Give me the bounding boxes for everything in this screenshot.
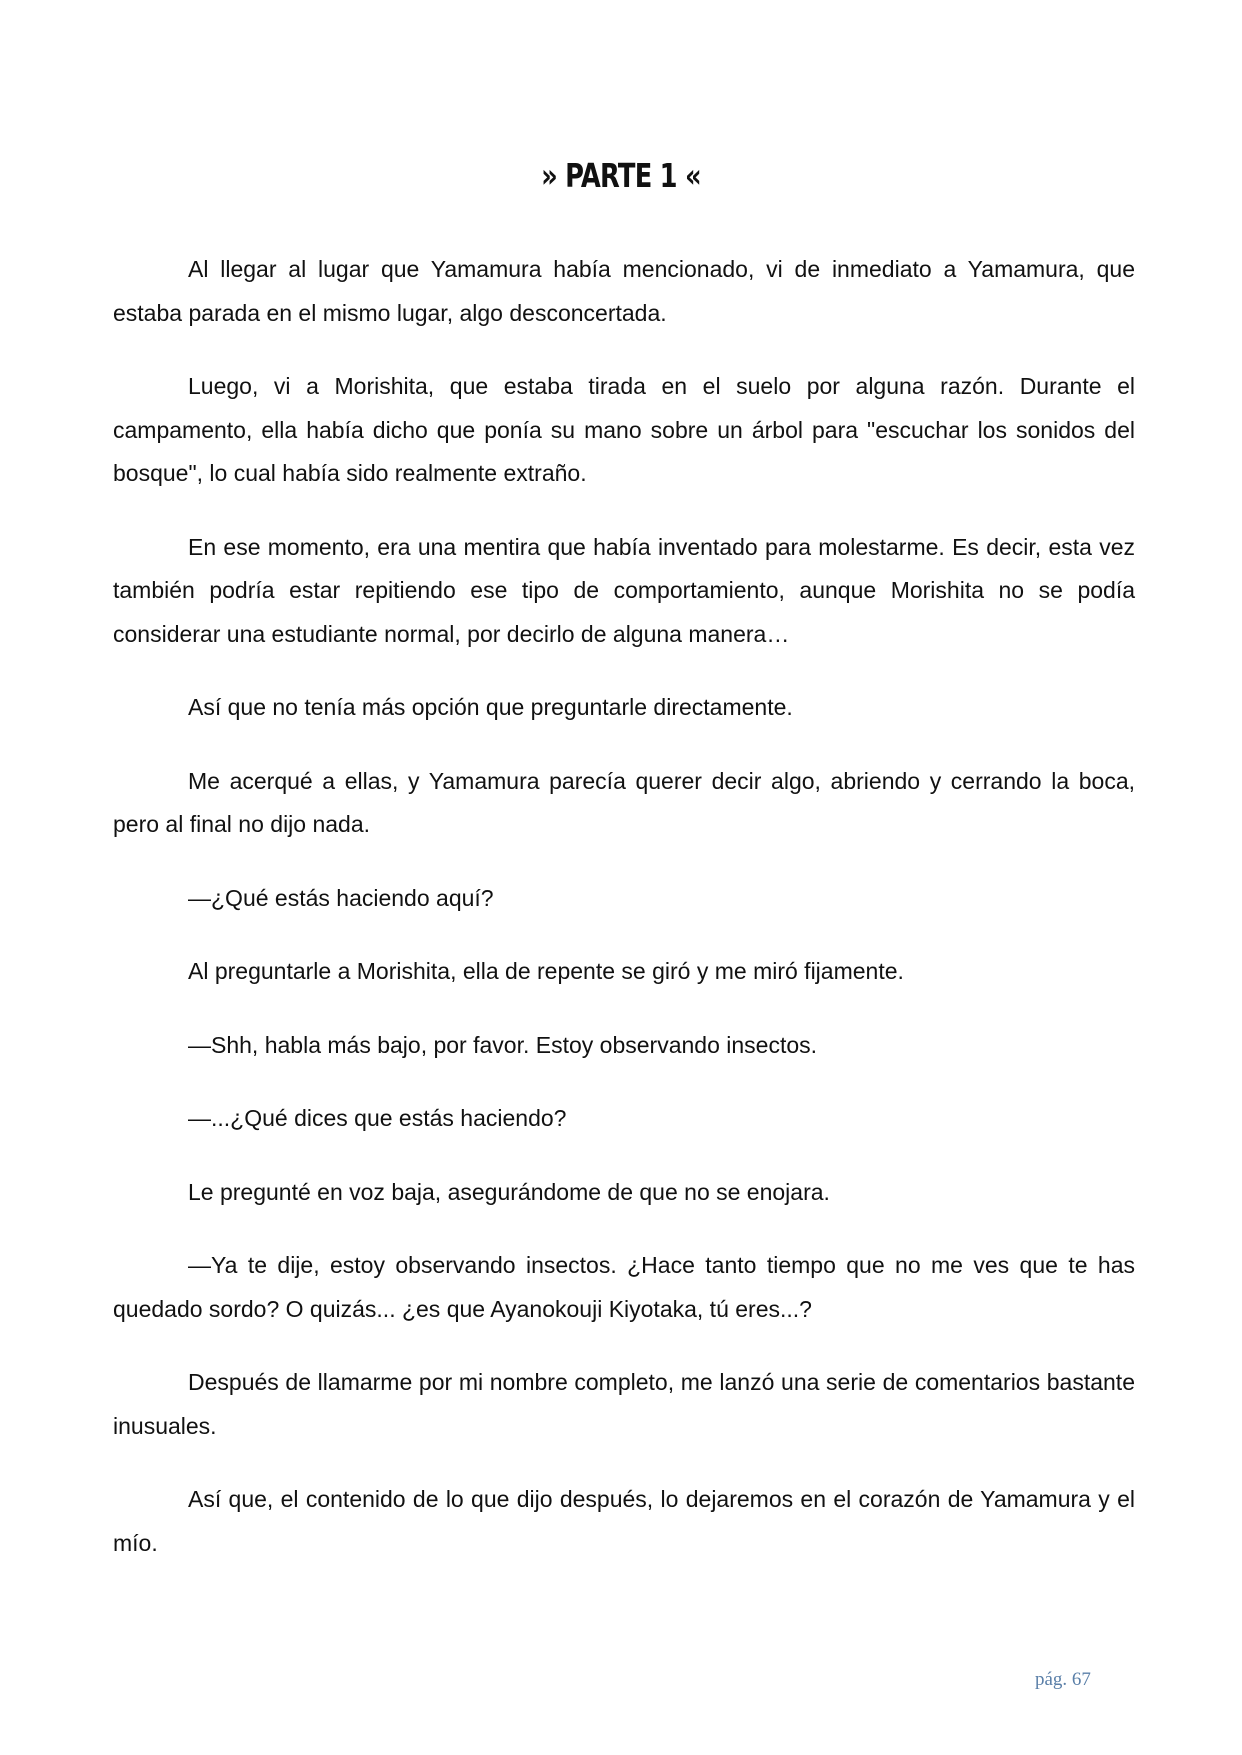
body-text (113, 248, 1135, 1595)
paragraph: En ese momento, era una mentira que había inventado para molestarme. Es decir, esta vez también podría estar repitiendo ese tipo de comportamiento, aunque Morishita no se podía considerar una estudiante normal, por decirlo de alguna manera… (113, 533, 1135, 647)
paragraph: Así que no tenía más opción que preguntarle directamente. (188, 694, 793, 720)
paragraph: Le pregunté en voz baja, asegurándome de que no se enojara. (188, 1178, 830, 1205)
paragraph: —¿Qué estás haciendo aquí? (188, 884, 494, 911)
paragraph: Después de llamarme por mi nombre completo, me lanzó una serie de comentarios bastante inusuales. (113, 1369, 1135, 1439)
paragraph: —Shh, habla más bajo, por favor. Estoy observando insectos. (188, 1031, 818, 1058)
paragraph: —...¿Qué dices que estás haciendo? (188, 1105, 567, 1131)
paragraph: —Ya te dije, estoy observando insectos. ¿Hace tanto tiempo que no me ves que te has quedado sordo? O quizás... ¿es que Ayanokouji Kiyotaka, tú eres...? (113, 1252, 1135, 1322)
paragraph: Luego, vi a Morishita, que estaba tirada en el suelo por alguna razón. Durante el campamento, ella había dicho que ponía su mano sobre un árbol para "escuchar los sonidos del bosque", lo cual había sido realmente extraño. (113, 373, 1135, 486)
paragraph: Me acerqué a ellas, y Yamamura parecía querer decir algo, abriendo y cerrando la boca, pero al final no dijo nada. (113, 767, 1135, 837)
chapter-heading: » PARTE 1 « (541, 156, 701, 195)
paragraph: Así que, el contenido de lo que dijo después, lo dejaremos en el corazón de Yamamura y el mío. (113, 1486, 1135, 1556)
page-number: pág. 67 (1035, 1669, 1091, 1690)
paragraph: Al preguntarle a Morishita, ella de repente se giró y me miró fijamente. (188, 958, 904, 984)
paragraph: Al llegar al lugar que Yamamura había mencionado, vi de inmediato a Yamamura, que estaba parada en el mismo lugar, algo desconcertada. (113, 256, 1135, 326)
